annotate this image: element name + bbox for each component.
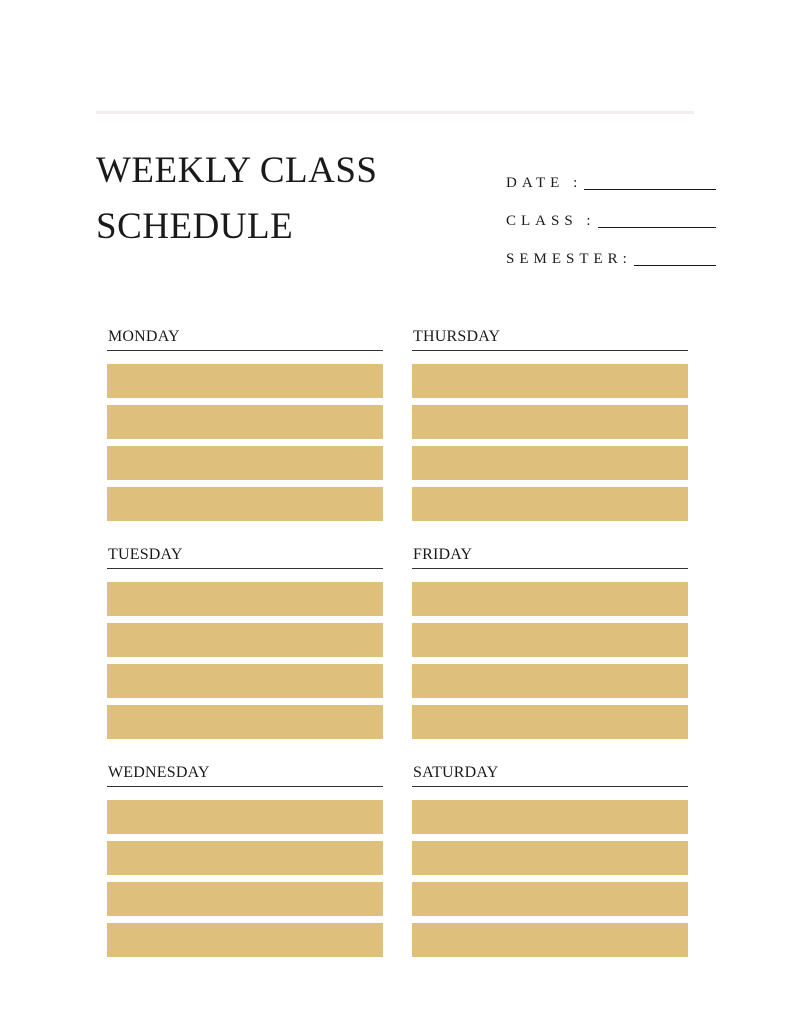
schedule-slot[interactable] (107, 923, 383, 957)
schedule-slot[interactable] (107, 623, 383, 657)
day-block-thursday (412, 324, 688, 528)
schedule-slot[interactable] (412, 405, 688, 439)
schedule-slot[interactable] (412, 582, 688, 616)
slot-list (107, 800, 383, 957)
schedule-slot[interactable] (412, 923, 688, 957)
day-block-monday (107, 324, 383, 528)
class-input-line[interactable] (598, 227, 716, 228)
date-field-label: DATE : (506, 175, 583, 191)
class-field-label: CLASS : (506, 213, 596, 229)
schedule-slot[interactable] (412, 623, 688, 657)
schedule-slot[interactable] (107, 882, 383, 916)
day-block-friday (412, 542, 688, 746)
day-header (412, 760, 688, 787)
day-header (107, 760, 383, 787)
schedule-slot[interactable] (107, 664, 383, 698)
date-field (506, 160, 716, 198)
date-input-line[interactable] (584, 189, 716, 190)
semester-input-line[interactable] (634, 265, 716, 266)
day-name-tuesday: TUESDAY (108, 546, 183, 563)
schedule-slot[interactable] (107, 405, 383, 439)
day-name-thursday: THURSDAY (413, 328, 501, 345)
day-block-wednesday (107, 760, 383, 964)
day-name-wednesday: WEDNESDAY (108, 764, 210, 781)
header-fields (506, 160, 716, 274)
schedule-slot[interactable] (107, 487, 383, 521)
top-divider (96, 111, 694, 114)
schedule-slot[interactable] (412, 487, 688, 521)
slot-list (412, 582, 688, 739)
semester-field-label: SEMESTER: (506, 251, 632, 267)
day-block-saturday (412, 760, 688, 964)
schedule-slot[interactable] (107, 446, 383, 480)
schedule-slot[interactable] (412, 841, 688, 875)
page-title (96, 143, 378, 255)
title-line-1: WEEKLY CLASS (96, 150, 378, 191)
day-header (412, 324, 688, 351)
schedule-slot[interactable] (412, 705, 688, 739)
slot-list (107, 582, 383, 739)
semester-field (506, 236, 716, 274)
day-block-tuesday (107, 542, 383, 746)
schedule-slot[interactable] (412, 446, 688, 480)
day-header (412, 542, 688, 569)
day-header (107, 542, 383, 569)
title-line-2: SCHEDULE (96, 206, 294, 247)
schedule-slot[interactable] (107, 841, 383, 875)
day-name-saturday: SATURDAY (413, 764, 499, 781)
slot-list (412, 800, 688, 957)
schedule-slot[interactable] (107, 582, 383, 616)
class-field (506, 198, 716, 236)
day-name-monday: MONDAY (108, 328, 180, 345)
slot-list (412, 364, 688, 521)
schedule-slot[interactable] (107, 800, 383, 834)
schedule-slot[interactable] (107, 364, 383, 398)
day-header (107, 324, 383, 351)
schedule-slot[interactable] (412, 882, 688, 916)
schedule-slot[interactable] (107, 705, 383, 739)
schedule-slot[interactable] (412, 664, 688, 698)
schedule-slot[interactable] (412, 800, 688, 834)
schedule-slot[interactable] (412, 364, 688, 398)
day-name-friday: FRIDAY (413, 546, 473, 563)
slot-list (107, 364, 383, 521)
